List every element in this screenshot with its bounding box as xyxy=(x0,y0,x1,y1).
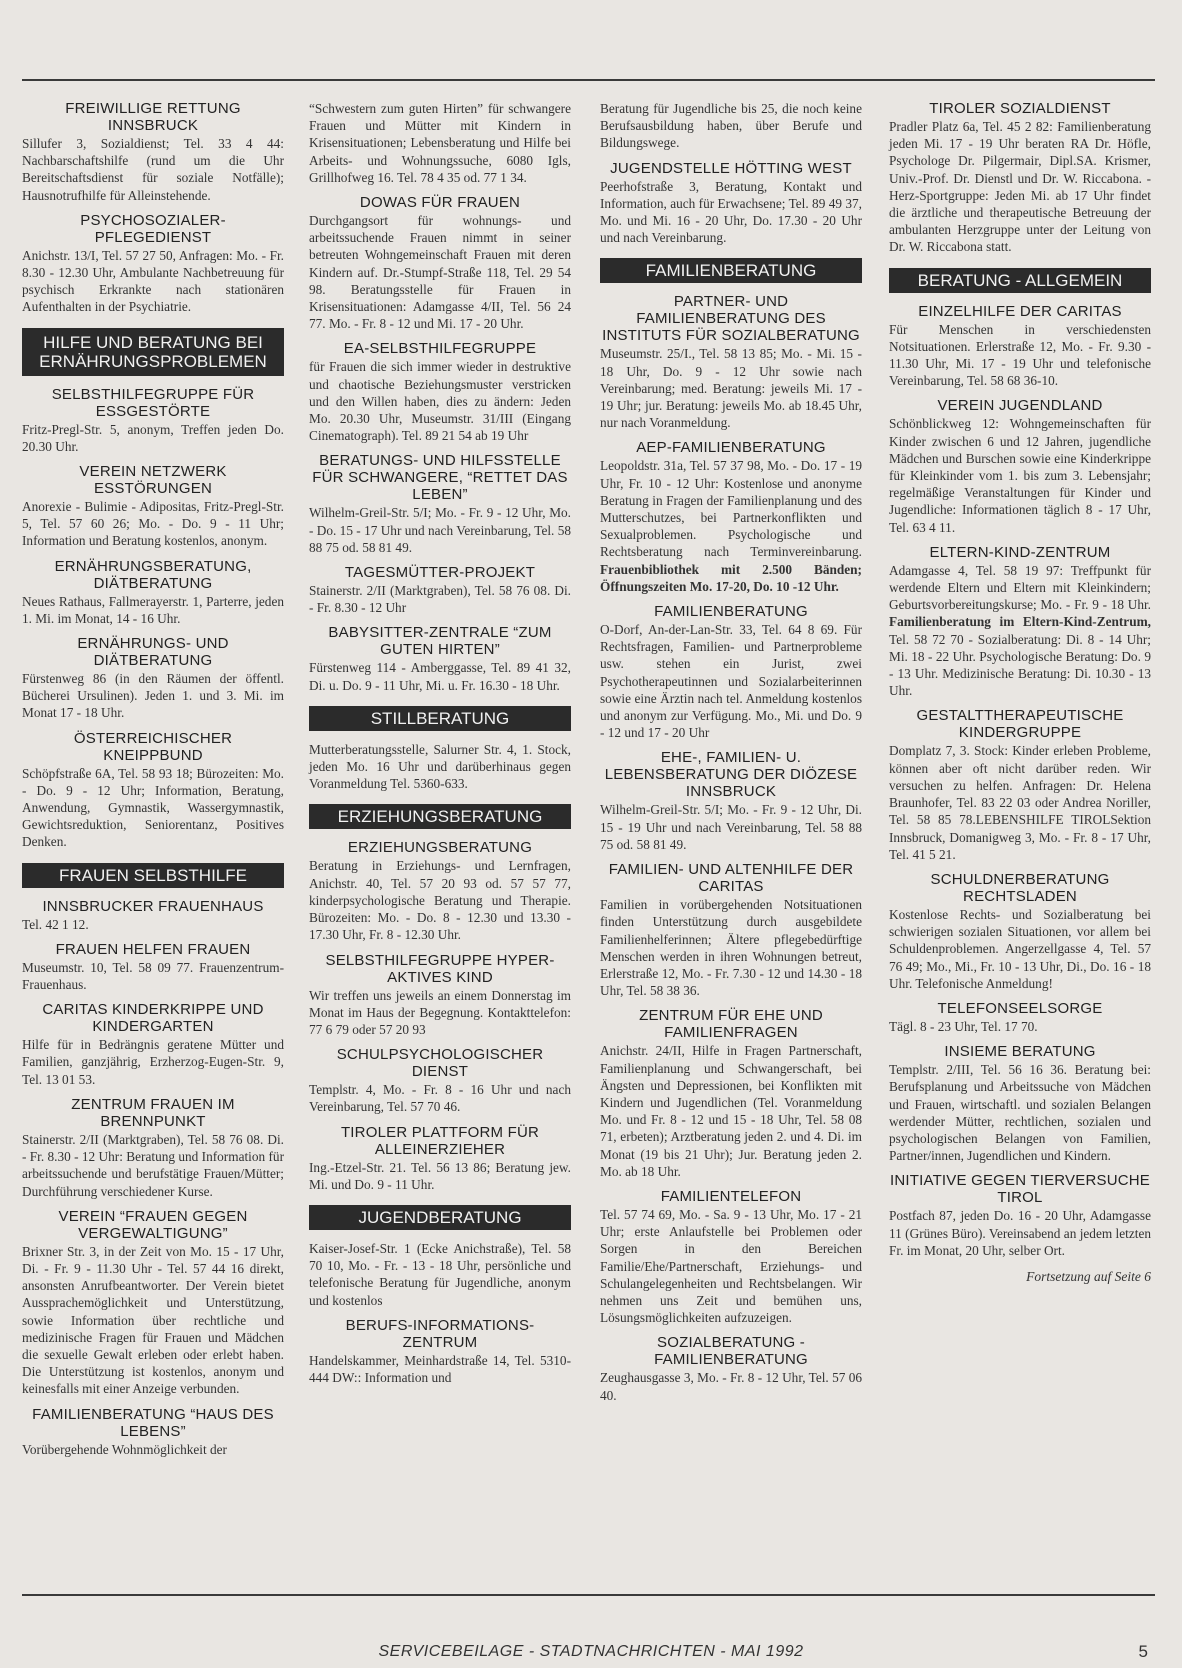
entry-body xyxy=(309,358,571,444)
entry-heading: GESTALTTHERAPEUTISCHE KINDERGRUPPE xyxy=(916,707,1124,742)
section-header-bar: STILLBERATUNG xyxy=(309,706,571,731)
entry-body xyxy=(889,321,1151,390)
entry-body xyxy=(309,1159,571,1193)
entry-text: Brixner Str. 3, in der Zeit von Mo. 15 - 17 Uhr, Di. - Fr. 9 - 11.30 Uhr - Tel. 57 44 16 direkt, ansonsten Anrufbeantworter. Der Verein bietet Aussprachemöglichkeit und Unterstützung, sowie Information über rechtliche und medizinische Fragen für Frauen und Mädchen die sexuelle Gewalt erleben oder erlebt haben. Die Unterstützung ist kostenlos, anonym und keinesfalls mit einer Anzeige verbunden. xyxy=(22,1243,284,1397)
entry-heading: TELEFONSEELSORGE xyxy=(937,999,1103,1017)
entry-body xyxy=(600,621,862,741)
listing-entry xyxy=(889,100,1151,256)
entry-body xyxy=(600,100,862,152)
entry-heading: EHE-, FAMILIEN- U. LEBENSBERATUNG DER DIÖZESE INNSBRUCK xyxy=(604,749,858,801)
entry-text: Adamgasse 4, Tel. 58 19 97: Treffpunkt für werdende Eltern und Eltern mit Kleinkindern; Geburtsvorbereitungskurse; Mo. - Fr. 9 - 18 Uhr. xyxy=(889,562,1151,613)
entry-body xyxy=(22,421,284,455)
entry-heading: DOWAS FÜR FRAUEN xyxy=(359,194,521,212)
entry-body xyxy=(22,1131,284,1200)
top-rule xyxy=(22,79,1155,81)
entry-text: Vorübergehende Wohnmöglichkeit der xyxy=(22,1441,227,1457)
entry-body xyxy=(309,100,571,186)
entry-heading: INSIEME BERATUNG xyxy=(944,1043,1096,1061)
section-header-bar: BERATUNG - ALLGEMEIN xyxy=(889,268,1151,293)
entry-text: Domplatz 7, 3. Stock: Kinder erleben Probleme, können aber oft nicht darüber reden. Wir versuchen zu helfen. Anfragen: Dr. Helena Braunhofer, Tel. 83 22 03 oder Andrea Noriller, Tel. 58 85 78.LEBENSHILFE TIROLSektion Innsbruck, Domanigweg 3, Mo. - Fr. 8 - 17 Uhr, Tel. 41 5 21. xyxy=(889,743,1151,862)
entry-text: Postfach 87, jeden Do. 16 - 20 Uhr, Adamgasse 11 (Grünes Büro). Vereinsabend an jedem letzten Fr. im Monat, 20 Uhr, selber Ort. xyxy=(889,1208,1151,1258)
entry-body xyxy=(309,582,571,616)
entry-heading: SOZIALBERATUNG - FAMILIENBERATUNG xyxy=(654,1334,808,1369)
entry-heading: ERNÄHRUNGSBERATUNG, DIÄTBERATUNG xyxy=(54,557,252,592)
entry-heading: SELBSTHILFEGRUPPE FÜR ESSGESTÖRTE xyxy=(51,385,255,420)
listing-entry xyxy=(22,100,284,204)
listing-entry xyxy=(22,386,284,455)
listing-entry xyxy=(22,635,284,722)
entry-heading: AEP-FAMILIENBERATUNG xyxy=(636,439,826,457)
listing-entry xyxy=(309,194,571,332)
entry-text: Handelskammer, Meinhardstraße 14, Tel. 5310-444 DW:: Information und xyxy=(309,1352,571,1385)
entry-text: Templstr. 4, Mo. - Fr. 8 - 16 Uhr und nach Vereinbarung, Tel. 57 70 46. xyxy=(309,1082,571,1115)
entry-body xyxy=(22,670,284,722)
entry-text: Zeughausgasse 3, Mo. - Fr. 8 - 12 Uhr, Tel. 57 06 40. xyxy=(600,1370,862,1403)
entry-heading: JUGENDSTELLE HÖTTING WEST xyxy=(610,159,852,177)
entry-body xyxy=(600,896,862,999)
entry-heading: ERZIEHUNGSBERATUNG xyxy=(347,839,533,857)
listing-entry xyxy=(600,439,862,595)
section-header-bar: FRAUEN SELBSTHILFE xyxy=(22,863,284,888)
listing-entry xyxy=(600,100,862,152)
section-header-bar: JUGENDBERATUNG xyxy=(309,1205,571,1230)
entry-text: Tel. 58 72 70 - Sozialberatung: Di. 8 - 14 Uhr; Mi. 18 - 22 Uhr. Psychologische Beratung: Do. 9 - 13 Uhr. Medizinische Beratung: Di. 10.30 - 13 Uhr. xyxy=(889,631,1151,699)
entry-heading: ZENTRUM FRAUEN IM BRENNPUNKT xyxy=(71,1095,235,1130)
listing-entry xyxy=(600,1007,862,1180)
entry-text: Schönblickweg 12: Wohngemeinschaften für Kinder zwischen 6 und 12 Jahren, jugendliche Mädchen und Burschen sowie eine Kinderkrippe für Kleinkinder vom 1. bis zum 3. Lebensjahr; regelmäßige Veranstaltungen für Kinder und Jugendliche: Informationen täglich 8 - 17 Uhr, Tel. 63 4 11. xyxy=(889,416,1151,535)
entry-body xyxy=(22,498,284,550)
entry-text: Mutterberatungsstelle, Salurner Str. 4, 1. Stock, jeden Mo. 16 Uhr und darüberhinaus gegen Voranmeldung Tel. 5360-633. xyxy=(309,741,571,792)
entry-heading: ELTERN-KIND-ZENTRUM xyxy=(929,543,1111,561)
entry-body xyxy=(22,1441,284,1458)
column-3 xyxy=(600,100,862,1412)
entry-body xyxy=(309,987,571,1039)
entry-heading: INITIATIVE GEGEN TIERVERSUCHE TIROL xyxy=(889,1172,1151,1207)
listing-entry xyxy=(309,452,571,556)
listing-entry xyxy=(309,741,571,793)
listing-entry xyxy=(22,898,284,933)
entry-body xyxy=(889,906,1151,992)
column-1 xyxy=(22,100,284,1466)
entry-body xyxy=(600,1369,862,1403)
entry-heading: BERUFS-INFORMATIONS-ZENTRUM xyxy=(345,1316,535,1351)
entry-heading: FAMILIENTELEFON xyxy=(660,1187,802,1205)
entry-text: Stainerstr. 2/II (Marktgraben), Tel. 58 76 08. Di. - Fr. 8.30 - 12 Uhr: Beratung und Information für arbeitssuchende und berufstätige Frauen/Mütter; Durchführung verschiedener Kurse. xyxy=(22,1131,284,1199)
entry-heading: ÖSTERREICHISCHER KNEIPPBUND xyxy=(73,729,233,764)
entry-heading: INNSBRUCKER FRAUENHAUS xyxy=(42,897,264,915)
entry-body xyxy=(309,1240,571,1309)
listing-entry xyxy=(889,871,1151,992)
listing-entry xyxy=(309,1240,571,1309)
entry-bold-text: Frauenbibliothek mit 2.500 Bänden; Öffnungszeiten Mo. 17-20, Do. 10 -12 Uhr. xyxy=(600,561,862,594)
listing-entry xyxy=(22,1208,284,1398)
entry-heading: ERNÄHRUNGS- UND DIÄTBERATUNG xyxy=(77,635,229,670)
listing-entry xyxy=(22,730,284,851)
entry-heading: FAMILIENBERATUNG xyxy=(654,603,808,621)
entry-body xyxy=(22,916,284,933)
entry-body xyxy=(22,135,284,204)
listing-entry xyxy=(309,624,571,693)
entry-heading: FAMILIEN- UND ALTENHILFE DER CARITAS xyxy=(608,861,854,896)
section-header-bar: FAMILIENBERATUNG xyxy=(600,258,862,283)
entry-text: Kaiser-Josef-Str. 1 (Ecke Anichstraße), Tel. 58 70 10, Mo. - Fr. - 13 - 18 Uhr, persönliche und telefonische Beratung für Jugendliche, anonym und kostenlos xyxy=(309,1240,571,1308)
entry-text: Anorexie - Bulimie - Adipositas, Fritz-Pregl-Str. 5, Tel. 57 60 26; Mo. - Do. 9 - 11 Uhr; Information und Beratung kostenlos, anonym. xyxy=(22,499,284,549)
entry-bold-text: Familienberatung im Eltern-Kind-Zentrum, xyxy=(889,614,1151,630)
listing-entry xyxy=(600,749,862,853)
entry-text: Ing.-Etzel-Str. 21. Tel. 56 13 86; Beratung jew. Mi. und Do. 9 - 11 Uhr. xyxy=(309,1159,571,1192)
listing-entry xyxy=(889,707,1151,862)
entry-text: Templstr. 2/III, Tel. 56 16 36. Beratung bei: Berufsplanung und Arbeitssuche von Mädchen und Frauen, wirtschaftl. und sozialen Belangen werdender Mütter, rechtlichen, sozialen und psychologischen Belangen von Familien, Partner/innen, Jugendlichen und Kindern. xyxy=(889,1062,1151,1164)
entry-body xyxy=(22,959,284,993)
entry-body xyxy=(889,742,1151,862)
listing-entry xyxy=(600,603,862,741)
entry-body xyxy=(22,247,284,316)
listing-entry xyxy=(889,397,1151,535)
entry-text: Museumstr. 25/I., Tel. 58 13 85; Mo. - Mi. 15 - 18 Uhr, Do. 9 - 12 Uhr sowie nach Vereinbarung; med. Beratung: jeweils Mi. 17 - 19 Uhr; jur. Beratung: jeweils Mo. ab 18.45 Uhr, nur nach Voranmeldung. xyxy=(600,346,862,431)
entry-heading: TIROLER PLATTFORM FÜR ALLEINERZIEHER xyxy=(340,1123,540,1158)
entry-heading: EA-SELBSTHILFEGRUPPE xyxy=(343,340,537,358)
entry-heading: EINZELHILFE DER CARITAS xyxy=(918,302,1122,320)
entry-body xyxy=(889,562,1151,700)
entry-heading: VEREIN JUGENDLAND xyxy=(937,397,1103,415)
entry-text: Stainerstr. 2/II (Marktgraben), Tel. 58 76 08. Di. - Fr. 8.30 - 12 Uhr xyxy=(309,583,571,616)
entry-heading: FAMILIENBERATUNG “HAUS DES LEBENS” xyxy=(32,1405,274,1440)
entry-heading: BERATUNGS- UND HILFSSTELLE FÜR SCHWANGERE, “RETTET DAS LEBEN” xyxy=(312,452,568,504)
listing-entry xyxy=(600,160,862,247)
listing-entry xyxy=(22,941,284,993)
listing-entry xyxy=(889,303,1151,390)
entry-body xyxy=(309,857,571,943)
listing-entry xyxy=(22,212,284,316)
listing-entry xyxy=(309,1046,571,1115)
section-header-bar: ERZIEHUNGSBERATUNG xyxy=(309,804,571,829)
entry-body xyxy=(22,593,284,627)
listing-entry xyxy=(22,1096,284,1200)
entry-text: Familien in vorübergehenden Notsituationen finden Unterstützung durch ausgebildete Familienhelferinnen; Ältere pflegebedürftige Menschen werden in ihren Wohnungen betreut, Erlerstraße 12, Mo. - Fr. 7.30 - 12 und 14.30 - 18 Uhr, Tel. 58 38 36. xyxy=(600,897,862,999)
listing-entry xyxy=(309,564,571,616)
entry-text: Anichstr. 13/I, Tel. 57 27 50, Anfragen: Mo. - Fr. 8.30 - 12.30 Uhr, Ambulante Nachbetreuung für psychisch Erkrankte nach stationären Aufenthalten in der Psychiatrie. xyxy=(22,247,284,315)
entry-body xyxy=(889,1061,1151,1164)
entry-body xyxy=(22,1036,284,1088)
entry-heading: SCHULPSYCHOLOGISCHER DIENST xyxy=(336,1046,544,1081)
entry-text: Anichstr. 24/II, Hilfe in Fragen Partnerschaft, Familienplanung und Schwangerschaft, bei Ängsten und Depressionen, bei Konflikten mit Kindern und Jugendlichen (Tel. Voranmeldung Mo. und Fr. 8 - 12 und 15 - 18 Uhr, Tel. 58 08 71, erbeten); Arztberatung jeden 2. und 4. Di. im Monat (19 bis 21 Uhr); Jur. Beratung jeden 2. Mo. ab 18 Uhr. xyxy=(600,1043,862,1179)
entry-text: Museumstr. 10, Tel. 58 09 77. Frauenzentrum-Frauenhaus. xyxy=(22,959,284,993)
entry-body xyxy=(889,118,1151,256)
entry-body xyxy=(600,1042,862,1180)
listing-entry xyxy=(22,1406,284,1458)
entry-text: Neues Rathaus, Fallmerayerstr. 1, Parterre, jeden 1. Mi. im Monat, 14 - 16 Uhr. xyxy=(22,593,284,626)
entry-heading: TAGESMÜTTER-PROJEKT xyxy=(344,564,536,582)
entry-text: O-Dorf, An-der-Lan-Str. 33, Tel. 64 8 69. Für Rechtsfragen, Familien- und Partnerprobleme usw. stehen ein Jurist, zwei Psychotherapeutinnen und Sozialarbeiterinnen sowie eine Ärztin nach tel. Anmeldung kostenlos und anonym zur Verfügung. Mo., Mi. und Do. 9 - 12 und 17 - 20 Uhr xyxy=(600,622,862,741)
entry-heading: BABYSITTER-ZENTRALE “ZUM GUTEN HIRTEN” xyxy=(328,624,552,659)
continuation-note: Fortsetzung auf Seite 6 xyxy=(1026,1268,1151,1284)
entry-body xyxy=(600,178,862,247)
entry-heading: TIROLER SOZIALDIENST xyxy=(929,100,1111,117)
entry-text: “Schwestern zum guten Hirten” für schwangere Frauen und Mütter mit Kindern in Krisensituationen; Lebensberatung und Hilfe bei Arbeits- und Wohnungssuche, 6080 Igls, Grillhofweg 16. Tel. 78 4 35 od. 77 1 34. xyxy=(309,101,571,185)
entry-text: Kostenlose Rechts- und Sozialberatung bei schwierigen sozialen Situationen, vor allem bei Schuldenproblemen. Angerzellgasse 4, Tel. 57 76 49; Mo., Mi., Fr. 10 - 13 Uhr, Di., Do. 16 - 18 Uhr. Telefonische Anmeldung! xyxy=(889,906,1151,991)
listing-entry xyxy=(600,1188,862,1326)
entry-body xyxy=(309,1352,571,1386)
entry-text: Peerhofstraße 3, Beratung, Kontakt und Information, auch für Erwachsene; Tel. 89 49 37, Mo. und Mi. 16 - 20 Uhr, Do. 17.30 - 20 Uhr und nach Vereinbarung. xyxy=(600,178,862,246)
entry-body xyxy=(309,741,571,793)
entry-body xyxy=(309,504,571,556)
entry-text: Wilhelm-Greil-Str. 5/I; Mo. - Fr. 9 - 12 Uhr, Di. 15 - 19 Uhr und nach Vereinbarung, Tel. 58 88 75 od. 58 81 49. xyxy=(600,802,862,852)
entry-body xyxy=(309,212,571,332)
listing-entry xyxy=(22,558,284,627)
entry-heading: VEREIN NETZWERK ESSTÖRUNGEN xyxy=(79,463,227,498)
listing-entry xyxy=(309,1317,571,1386)
entry-body xyxy=(889,415,1151,535)
entry-text: Pradler Platz 6a, Tel. 45 2 82: Familienberatung jeden Mi. 17 - 19 Uhr beraten RA Dr. Höfle, Psychologe Dr. Pilgermair, Dipl.SA. Krismer, Univ.-Prof. Dr. Dienstl und Dr. W. Riccabona. - Herz-Sportgruppe: Jeden Mi. ab 17 Uhr findet die ärztliche und therapeutische Betreuung der ambulanten Herzgruppe unter der Leitung von Dr. W. Riccabona statt. xyxy=(889,119,1151,255)
entry-text: Wilhelm-Greil-Str. 5/I; Mo. - Fr. 9 - 12 Uhr, Mo. - Do. 15 - 17 Uhr und nach Vereinbarung, Tel. 58 88 75 od. 58 81 49. xyxy=(309,505,571,555)
footer-text: SERVICEBEILAGE - STADTNACHRICHTEN - MAI 1992 xyxy=(378,1643,804,1660)
entry-body xyxy=(309,659,571,693)
listing-entry xyxy=(22,463,284,550)
listing-entry xyxy=(309,839,571,943)
entry-text: Tel. 42 1 12. xyxy=(22,916,89,932)
listing-entry xyxy=(889,1000,1151,1035)
entry-body xyxy=(600,801,862,853)
listing-entry xyxy=(22,1001,284,1088)
entry-text: Tägl. 8 - 23 Uhr, Tel. 17 70. xyxy=(889,1018,1038,1034)
entry-text: für Frauen die sich immer wieder in destruktive und chaotische Beziehungsmuster verstricken und den Willen haben, dies zu ändern: Jeden Mo. 20.30 Uhr, Museumstr. 31/III (Eingang Cinematograph). Tel. 89 21 54 ab 19 Uhr xyxy=(309,359,571,444)
entry-heading: FREIWILLIGE RETTUNG INNSBRUCK xyxy=(65,100,241,134)
entry-text: Für Menschen in verschiedensten Notsituationen. Erlerstraße 12, Mo. - Fr. 9.30 - 11.30 Uhr, Mi. 17 - 19 Uhr und telefonische Vereinbarung, Tel. 58 68 36-10. xyxy=(889,321,1151,389)
listing-entry xyxy=(309,100,571,186)
entry-text: Tel. 57 74 69, Mo. - Sa. 9 - 13 Uhr, Mo. 17 - 21 Uhr; erste Anlaufstelle bei Problemen oder Sorgen in den Bereichen Familie/Ehe/Partnerschaft, Erziehungs- und Schulangelegenheiten und Rechtsbelangen. Wir nehmen uns Zeit und bemühen uns, Lösungsmöglichkeiten aufzuzeigen. xyxy=(600,1206,862,1326)
column-2 xyxy=(309,100,571,1394)
column-4 xyxy=(889,100,1151,1285)
entry-text: Fritz-Pregl-Str. 5, anonym, Treffen jeden Do. 20.30 Uhr. xyxy=(22,421,284,454)
entry-heading: PSYCHOSOZIALER-PFLEGEDIENST xyxy=(80,211,226,246)
entry-text: Beratung für Jugendliche bis 25, die noch keine Berufsausbildung haben, über Berufe und Bildungswege. xyxy=(600,101,862,151)
entry-body xyxy=(600,1206,862,1326)
entry-text: Fürstenweg 86 (in den Räumen der öffentl. Bücherei Ursulinen). Jeden 1. und 3. Mi. im Monat 17 - 18 Uhr. xyxy=(22,671,284,721)
listing-entry xyxy=(889,1172,1151,1259)
listing-entry xyxy=(309,340,571,444)
listing-entry xyxy=(600,1334,862,1403)
entry-heading: SCHULDNERBERATUNG RECHTSLADEN xyxy=(930,870,1110,905)
entry-body xyxy=(889,1207,1151,1259)
entry-body xyxy=(22,765,284,851)
listing-entry xyxy=(600,861,862,999)
entry-body xyxy=(600,345,862,431)
entry-text: Hilfe für in Bedrängnis geratene Mütter und Familien, ganzjährig, Erzherzog-Eugen-Str. 9, Tel. 13 01 53. xyxy=(22,1037,284,1087)
entry-text: Sillufer 3, Sozialdienst; Tel. 33 4 44: Nachbarschaftshilfe (rund um die Uhr Bereitschaftsdienst für soziale Notfälle); Hausnotrufhilfe für Alleinstehende. xyxy=(22,136,284,203)
entry-text: Fürstenweg 114 - Amberggasse, Tel. 89 41 32, Di. u. Do. 9 - 11 Uhr, Mi. u. Fr. 16.30 - 18 Uhr. xyxy=(309,660,571,693)
listing-entry xyxy=(309,1124,571,1193)
listing-entry xyxy=(889,544,1151,700)
entry-heading: VEREIN “FRAUEN GEGEN VERGEWALTIGUNG” xyxy=(58,1207,248,1242)
entry-heading: SELBSTHILFEGRUPPE HYPER-AKTIVES KIND xyxy=(325,951,555,986)
entry-text: Durchgangsort für wohnungs- und arbeitssuchende Frauen nimmt in seiner betreuten Wohngemeinschaft Frauen mit deren Kindern auf. Dr.-Stumpf-Straße 118, Tel. 29 54 98. Beratungsstelle für Frauen in Krisensituationen: Adamgasse 4/II, Tel. 56 24 77. Mo. - Fr. 8 - 12 und Mi. 17 - 20 Uhr. xyxy=(309,213,571,332)
listing-entry xyxy=(309,952,571,1039)
entry-text: Schöpfstraße 6A, Tel. 58 93 18; Bürozeiten: Mo. - Do. 9 - 12 Uhr; Information, Beratung, Anwendung, Gymnastik, Wassergymnastik, Gewichtsreduktion, Seniorentanz, Positives Denken. xyxy=(22,765,284,850)
entry-heading: PARTNER- UND FAMILIENBERATUNG DES INSTITUTS FÜR SOZIALBERATUNG xyxy=(602,293,860,345)
entry-body xyxy=(600,457,862,595)
section-header-bar: HILFE UND BERATUNG BEI ERNÄHRUNGSPROBLEMEN xyxy=(22,328,284,376)
entry-text: Wir treffen uns jeweils an einem Donnerstag im Monat im Haus der Begegnung. Kontakttelefon: 77 6 79 oder 57 20 93 xyxy=(309,987,571,1037)
listing-entry xyxy=(889,1043,1151,1164)
page-number: 5 xyxy=(1138,1642,1148,1661)
bottom-rule xyxy=(22,1594,1155,1596)
entry-heading: FRAUEN HELFEN FRAUEN xyxy=(55,940,251,958)
entry-body xyxy=(309,1081,571,1115)
entry-text: Beratung in Erziehungs- und Lernfragen, Anichstr. 40, Tel. 57 20 93 od. 57 57 77, kinderpsychologische Beratung und Therapie. Bürozeiten: Mo. - Do. 8 - 12.30 und 13.30 - 17.30 Uhr, Fr. 8 - 12.30 Uhr. xyxy=(309,858,571,943)
entry-body xyxy=(22,1243,284,1398)
entry-heading: ZENTRUM FÜR EHE UND FAMILIENFRAGEN xyxy=(639,1007,823,1042)
entry-heading: CARITAS KINDERKRIPPE UND KINDERGARTEN xyxy=(42,1001,264,1036)
entry-text: Leopoldstr. 31a, Tel. 57 37 98, Mo. - Do. 17 - 19 Uhr, Fr. 10 - 12 Uhr: Kostenlose und anonyme Beratung in Fragen der Familienplanung und des Mutterschutzes, bei Partnerkonflikten und Sexualproblemen. Psychologische und Rechtsberatung nach Terminvereinbarung. xyxy=(600,458,862,560)
entry-body xyxy=(889,1018,1151,1035)
listing-entry xyxy=(600,293,862,431)
